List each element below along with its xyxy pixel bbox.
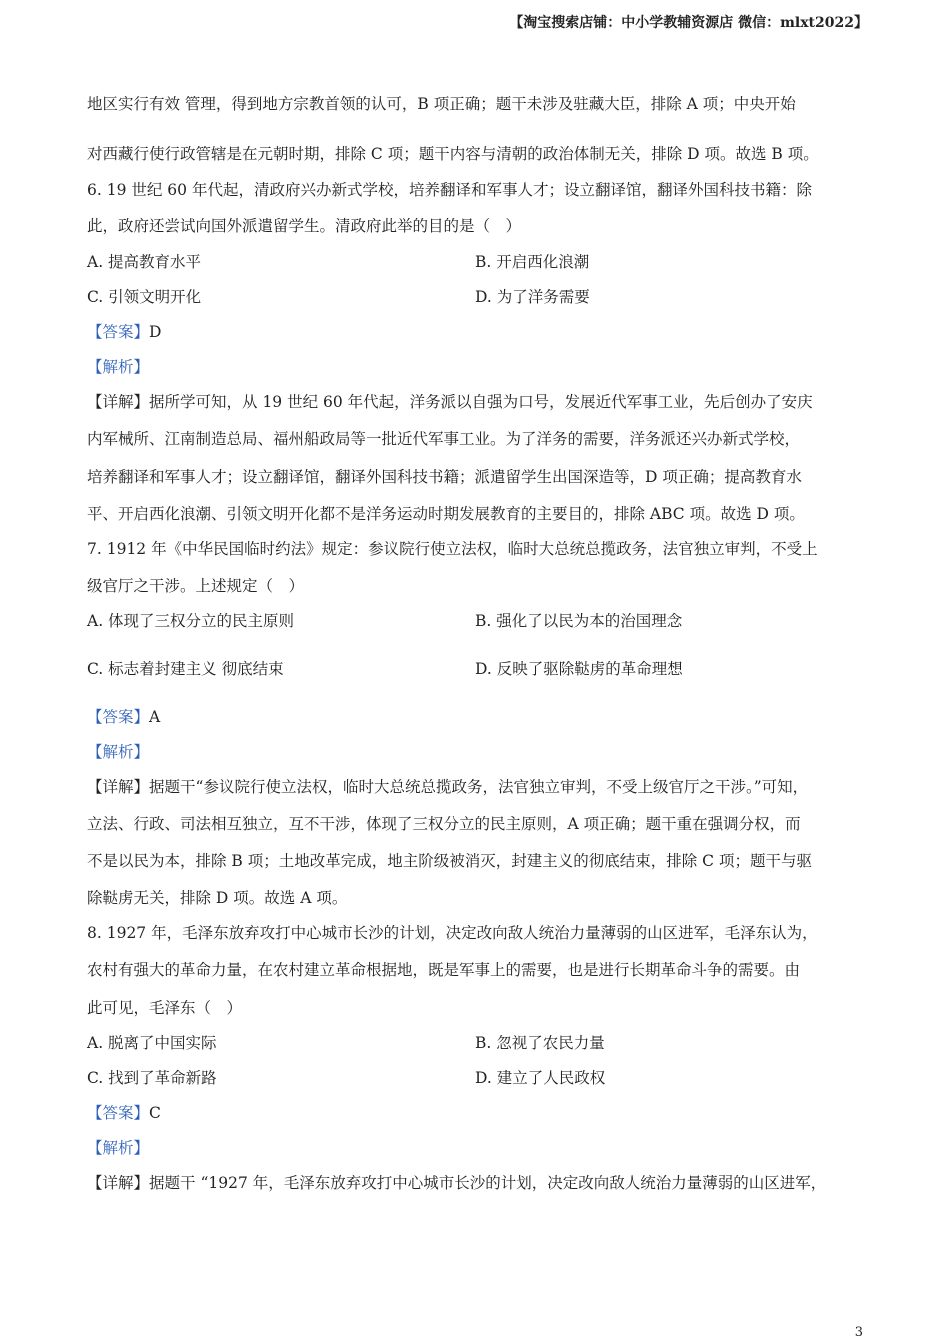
detail-line: 平、开启西化浪潮、引领文明开化都不是洋务运动时期发展教育的主要目的，排除 ABC 项。故选 D 项。 bbox=[87, 505, 805, 523]
analysis-label: 【解析】 bbox=[87, 743, 150, 761]
question-6-stem: 6. 19 世纪 60 年代起，清政府兴办新式学校，培养翻译和军事人才；设立翻译馆，翻译外国科技书籍：除 bbox=[87, 181, 812, 199]
analysis-tag bbox=[87, 1138, 149, 1158]
option-a: A. 提高教育水平 bbox=[87, 253, 202, 271]
detail-line bbox=[87, 777, 808, 797]
option-c: C. 引领文明开化 bbox=[87, 288, 202, 306]
text-line: 地区实行有效 管理，得到地方宗教首领的认可，B 项正确；题干未涉及驻藏大臣，排除 A 项；中央开始 bbox=[87, 95, 796, 113]
question-8-stem: 此可见，毛泽东（ ） bbox=[87, 999, 243, 1017]
option-d: D. 为了洋务需要 bbox=[475, 288, 590, 306]
detail-text: 据题干“参议院行使立法权，临时大总统总揽政务，法官独立审判，不受上级官厅之干涉。”可知， bbox=[149, 778, 809, 796]
question-7-stem: 7. 1912 年《中华民国临时约法》规定：参议院行使立法权，临时大总统总揽政务，法官独立审判，不受上 bbox=[87, 540, 818, 558]
analysis-tag bbox=[87, 357, 149, 377]
option-b: B. 强化了以民为本的治国理念 bbox=[475, 612, 683, 630]
option-b: B. 开启西化浪潮 bbox=[475, 253, 590, 271]
option-d: D. 反映了驱除鞑虏的革命理想 bbox=[475, 660, 683, 678]
detail-line bbox=[87, 1173, 826, 1193]
option-b: B. 忽视了农民力量 bbox=[475, 1034, 605, 1052]
answer-value: C bbox=[149, 1104, 161, 1122]
page-number: 3 bbox=[854, 1325, 863, 1340]
option-a: A. 体现了三权分立的民主原则 bbox=[87, 612, 295, 630]
detail-tag: 【详解】 bbox=[87, 778, 150, 796]
detail-line: 立法、行政、司法相互独立，互不干涉，体现了三权分立的民主原则，A 项正确；题干重在强调分权，而 bbox=[87, 815, 801, 833]
page-header: 【淘宝搜索店铺：中小学教辅资源店 微信：mlxt2022】 bbox=[509, 15, 868, 31]
option-d: D. 建立了人民政权 bbox=[475, 1069, 606, 1087]
question-7-stem: 级官厅之干涉。上述规定（ ） bbox=[87, 577, 305, 595]
option-c: C. 标志着封建主义 彻底结束 bbox=[87, 660, 284, 678]
answer-line bbox=[87, 1103, 161, 1123]
analysis-tag bbox=[87, 742, 149, 762]
answer-tag: 【答案】 bbox=[87, 1104, 150, 1122]
answer-tag: 【答案】 bbox=[87, 323, 150, 341]
detail-line: 不是以民为本，排除 B 项；土地改革完成，地主阶级被消灭，封建主义的彻底结束，排除 C 项；题干与驱 bbox=[87, 852, 812, 870]
detail-line bbox=[87, 392, 813, 412]
detail-tag: 【详解】 bbox=[87, 1174, 150, 1192]
detail-tag: 【详解】 bbox=[87, 393, 150, 411]
detail-text: 据题干 “1927 年，毛泽东放弃攻打中心城市长沙的计划，决定改向敌人统治力量薄弱的山区进军， bbox=[149, 1174, 827, 1192]
question-8-stem: 农村有强大的革命力量，在农村建立革命根据地，既是军事上的需要，也是进行长期革命斗争的需要。由 bbox=[87, 961, 801, 979]
answer-line bbox=[87, 322, 161, 342]
answer-value: A bbox=[149, 708, 161, 726]
option-a: A. 脱离了中国实际 bbox=[87, 1034, 217, 1052]
detail-line: 培养翻译和军事人才；设立翻译馆，翻译外国科技书籍；派遣留学生出国深造等，D 项正确；提高教育水 bbox=[87, 468, 802, 486]
analysis-label: 【解析】 bbox=[87, 358, 150, 376]
detail-text: 据所学可知，从 19 世纪 60 年代起，洋务派以自强为口号，发展近代军事工业，先后创办了安庆 bbox=[149, 393, 813, 411]
question-6-stem: 此，政府还尝试向国外派遣留学生。清政府此举的目的是（ ） bbox=[87, 217, 522, 235]
detail-line: 除鞑虏无关，排除 D 项。故选 A 项。 bbox=[87, 889, 348, 907]
analysis-label: 【解析】 bbox=[87, 1139, 150, 1157]
option-c: C. 找到了革命新路 bbox=[87, 1069, 217, 1087]
question-8-stem: 8. 1927 年，毛泽东放弃攻打中心城市长沙的计划，决定改向敌人统治力量薄弱的山区进军，毛泽东认为， bbox=[87, 924, 818, 942]
text-line: 对西藏行使行政管辖是在元朝时期，排除 C 项；题干内容与清朝的政治体制无关，排除 D 项。故选 B 项。 bbox=[87, 145, 819, 163]
answer-value: D bbox=[149, 323, 162, 341]
answer-tag: 【答案】 bbox=[87, 708, 150, 726]
detail-line: 内军械所、江南制造总局、福州船政局等一批近代军事工业。为了洋务的需要，洋务派还兴办新式学校， bbox=[87, 430, 801, 448]
answer-line bbox=[87, 707, 160, 727]
